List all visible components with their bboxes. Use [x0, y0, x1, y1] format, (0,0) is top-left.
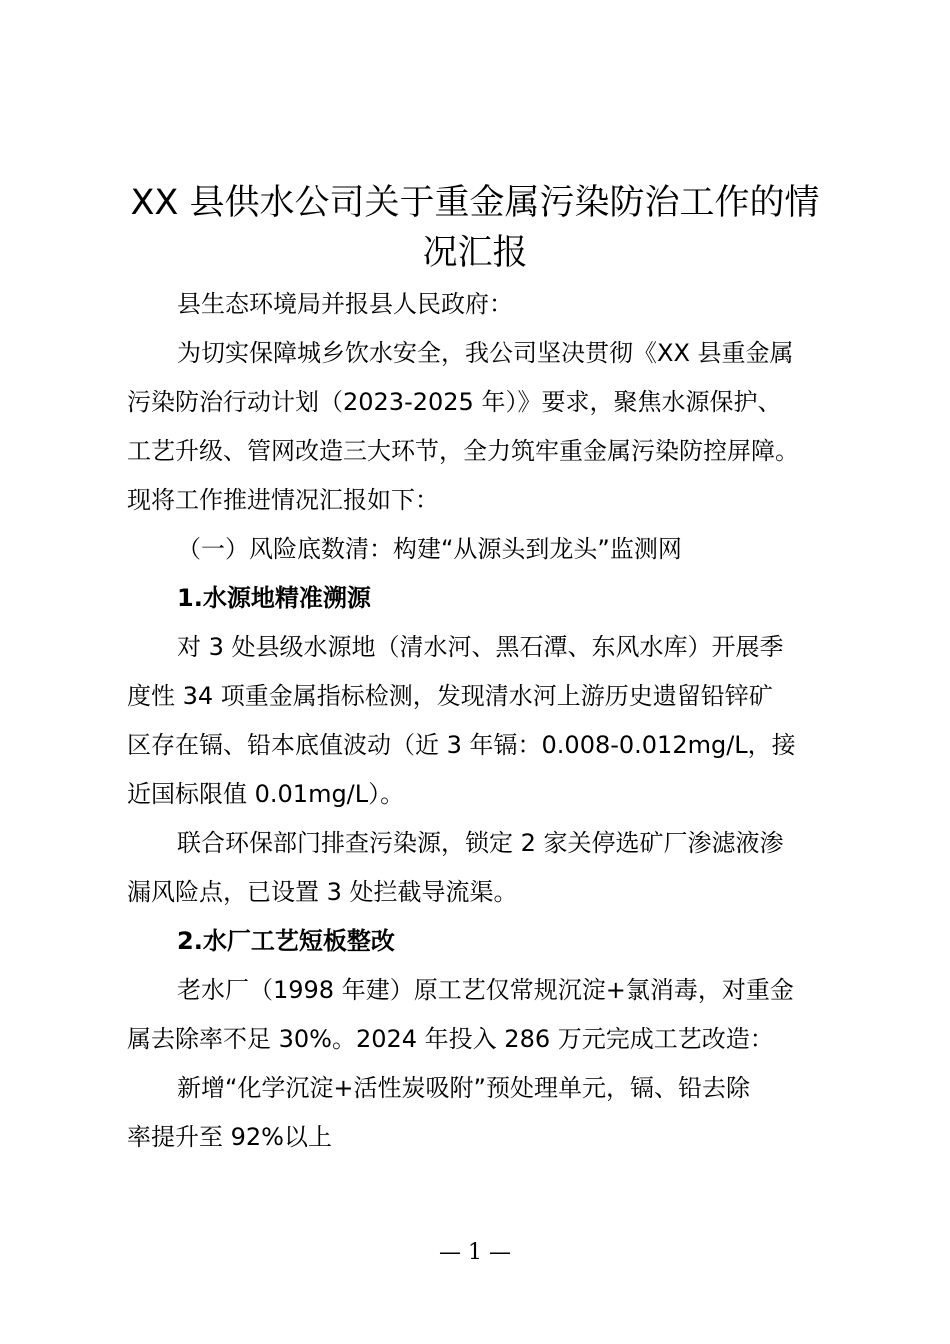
title-line-2: 况汇报	[422, 233, 528, 273]
paragraph-old-plant	[127, 966, 837, 1064]
page-number: — 1 —	[439, 1240, 511, 1265]
paragraph-line: 率提升至 92%以上	[127, 1123, 332, 1151]
subheading-process-upgrade: 2.水厂工艺短板整改	[177, 927, 395, 955]
paragraph-line: 近国标限值 0.01mg/L）。	[127, 780, 405, 808]
document-body	[127, 280, 837, 1162]
intro-paragraph	[127, 329, 837, 525]
intro-line: 为切实保障城乡饮水安全，我公司坚决贯彻《XX 县重金属	[177, 339, 794, 367]
paragraph-source-monitoring	[127, 623, 837, 819]
subheading-source-tracing: 1.水源地精准溯源	[177, 584, 371, 612]
paragraph-line: 新增“化学沉淀+活性炭吸附”预处理单元，镉、铅去除	[177, 1074, 750, 1102]
paragraph-line: 联合环保部门排查污染源，锁定 2 家关停选矿厂渗滤液渗	[177, 829, 784, 857]
salutation: 县生态环境局并报县人民政府：	[177, 290, 513, 318]
title-line-1: XX 县供水公司关于重金属污染防治工作的情	[130, 183, 820, 223]
paragraph-pollution-source	[127, 819, 837, 917]
intro-line: 工艺升级、管网改造三大环节，全力筑牢重金属污染防控屏障。	[127, 437, 799, 465]
paragraph-line: 度性 34 项重金属指标检测，发现清水河上游历史遗留铅锌矿	[127, 682, 773, 710]
paragraph-line: 区存在镉、铅本底值波动（近 3 年镉：0.008-0.012mg/L，接	[127, 731, 796, 759]
paragraph-line: 老水厂（1998 年建）原工艺仅常规沉淀+氯消毒，对重金	[177, 976, 794, 1004]
paragraph-line: 漏风险点，已设置 3 处拦截导流渠。	[127, 878, 518, 906]
paragraph-new-unit	[127, 1064, 837, 1162]
intro-line: 污染防治行动计划（2023-2025 年）》要求，聚焦水源保护、	[127, 388, 782, 416]
paragraph-line: 属去除率不足 30%。2024 年投入 286 万元完成工艺改造：	[127, 1025, 774, 1053]
paragraph-line: 对 3 处县级水源地（清水河、黑石潭、东风水库）开展季	[177, 633, 784, 661]
document-title	[110, 178, 840, 278]
intro-line: 现将工作推进情况汇报如下：	[127, 486, 439, 514]
section-heading-1: （一）风险底数清：构建“从源头到龙头”监测网	[177, 535, 682, 563]
